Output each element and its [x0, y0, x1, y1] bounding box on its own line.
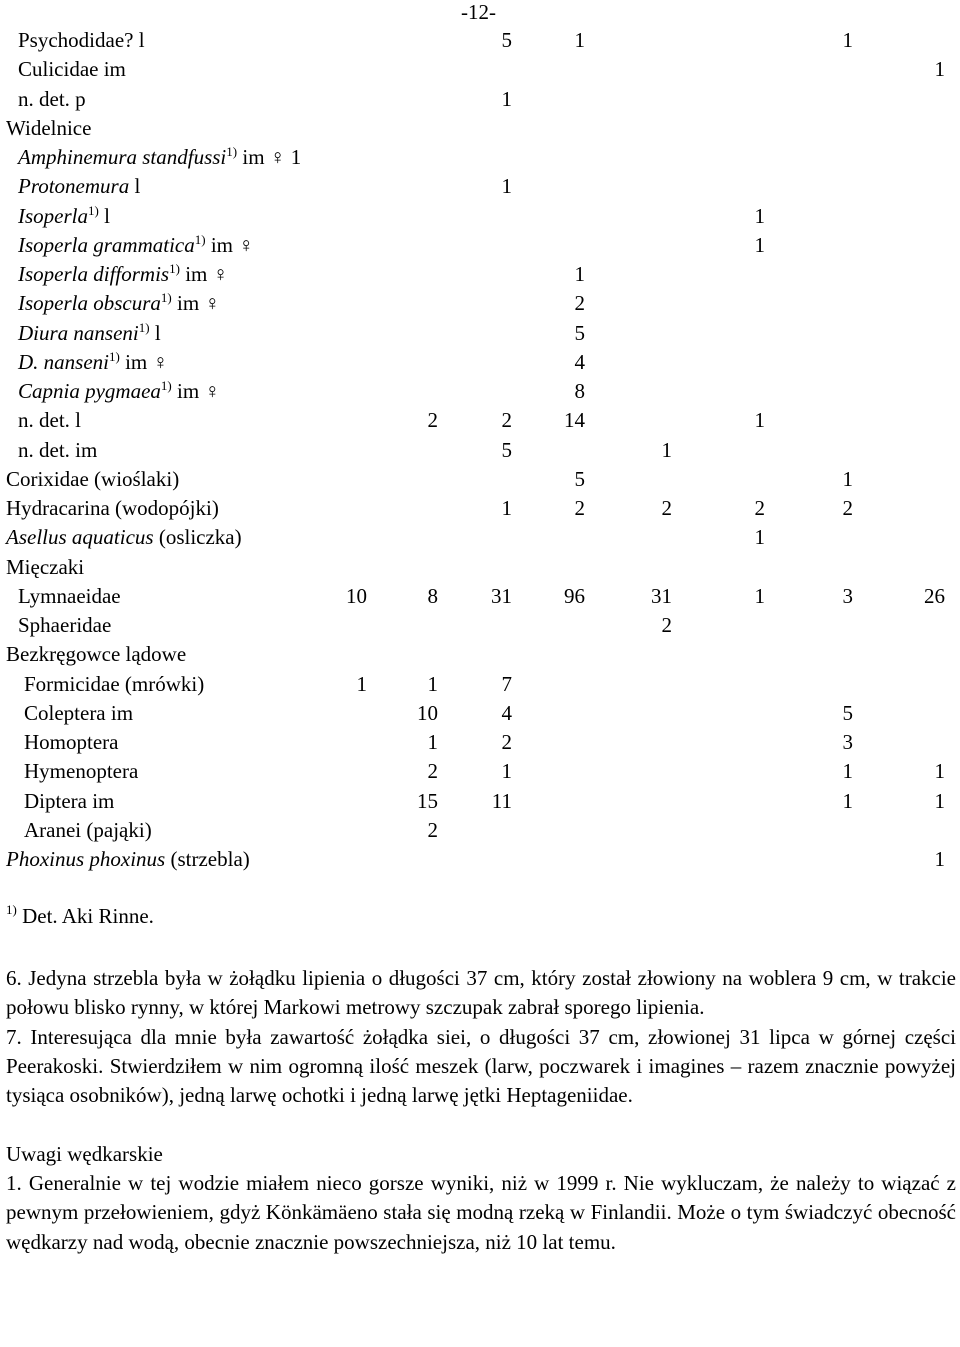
table-row — [0, 348, 960, 377]
label-part: Aranei (pająki) — [24, 817, 152, 842]
label-part: Isoperla — [18, 203, 88, 228]
row-label — [24, 816, 152, 845]
label-part: Isoperla obscura — [18, 291, 161, 316]
table-cell: 96 — [564, 583, 585, 608]
row-label — [6, 640, 186, 669]
table-cell: 1 — [842, 466, 853, 491]
footnote-ref: 1) — [88, 202, 99, 218]
table-cell: 2 — [754, 496, 765, 520]
table-cell: 5 — [501, 437, 512, 462]
label-part: Culicidae im — [18, 57, 126, 82]
footnote-ref: 1) — [160, 290, 172, 306]
label-part: Homoptera — [24, 730, 119, 754]
table-cell: 1 — [574, 28, 585, 52]
paragraph-gap — [6, 1110, 956, 1139]
table-cell: 1 — [842, 28, 853, 52]
label-part: (osliczka) — [153, 525, 242, 550]
footnote-ref: 1) — [138, 319, 150, 335]
label-part: Coleptera im — [24, 700, 134, 725]
table-cell: 1 — [754, 583, 765, 608]
table-row — [0, 640, 960, 669]
table-cell: 7 — [501, 671, 512, 696]
row-label — [6, 845, 250, 874]
table-cell: 26 — [924, 583, 945, 608]
table-cell: 11 — [491, 788, 512, 813]
table-cell: 1 — [934, 759, 945, 784]
table-row — [0, 114, 960, 143]
row-label — [18, 202, 110, 231]
table-cell: 1 — [842, 759, 853, 784]
label-part: Sphaeridae — [18, 613, 112, 637]
table-row — [0, 289, 960, 318]
row-label — [18, 611, 111, 640]
table-cell: 2 — [661, 496, 672, 520]
table-row — [0, 85, 960, 114]
table-cell: 1 — [934, 788, 945, 813]
footnote-ref: 1) — [226, 144, 238, 159]
table-cell: 2 — [427, 408, 438, 433]
table-cell: 4 — [501, 700, 512, 725]
table-cell: 1 — [501, 496, 512, 520]
row-label — [18, 143, 301, 172]
species-table — [0, 26, 960, 874]
row-label — [18, 172, 140, 201]
table-row — [0, 260, 960, 289]
table-cell: 1 — [754, 232, 765, 257]
label-part: im ♀ — [119, 349, 169, 374]
label-part: Diptera im — [24, 788, 115, 813]
label-part: Capnia pygmaea — [18, 379, 161, 403]
table-cell: 1 — [427, 730, 438, 754]
label-part: l — [129, 174, 141, 199]
label-part: Asellus aquaticus — [6, 525, 154, 550]
row-label — [6, 523, 242, 552]
table-cell: 2 — [501, 408, 512, 433]
table-row — [0, 172, 960, 201]
label-part: Formicidae (mrówki) — [24, 671, 205, 696]
label-part: D. nanseni — [18, 349, 109, 374]
table-row — [0, 757, 960, 786]
table-cell: 3 — [842, 730, 853, 754]
table-cell: 14 — [564, 408, 585, 433]
row-label — [18, 231, 254, 260]
table-cell: 1 — [934, 847, 945, 871]
label-part: Corixidae (wioślaki) — [6, 466, 180, 491]
table-cell: 1 — [842, 788, 853, 813]
footnote-marker: 1) — [6, 902, 17, 917]
table-cell: 1 — [754, 408, 765, 433]
label-part: im ♀ — [179, 262, 229, 286]
label-part: Bezkręgowce lądowe — [6, 642, 187, 667]
footnote — [6, 902, 154, 930]
section-heading: Uwagi wędkarskie — [6, 1141, 163, 1166]
table-cell: 1 — [574, 262, 585, 286]
table-cell: 5 — [842, 700, 853, 725]
table-cell: 2 — [661, 613, 672, 637]
label-part: Psychodidae? l — [18, 28, 145, 52]
label-part: (strzebla) — [165, 847, 250, 871]
table-row — [0, 845, 960, 874]
table-cell: 1 — [934, 57, 945, 82]
table-row — [0, 319, 960, 348]
table-cell: 2 — [427, 759, 438, 784]
table-row — [0, 699, 960, 728]
label-part: im ♀ — [171, 291, 221, 316]
paragraph: 6. Jedyna strzebla była w żołądku lipienia o długości 37 cm, który został złowiony na woblera 9 cm, w trakcie połowu blisko rynny, w której Markowi metrowy szczupak zabrał sporego lipienia. — [6, 966, 956, 1020]
row-label — [6, 465, 179, 494]
paragraph: 7. Interesująca dla mnie była zawartość żołądka siei, o długości 37 cm, złowionej 31 lipca w górnej części Peerakoski. Stwierdziłem w nim ogromną ilość meszek (larw, poczwarek i imagines – razem znacznie powyżej tysiąca osobników), jedną larwę ochotki i jedną larwę jętki Heptageniidae. — [6, 1024, 956, 1108]
table-cell: 2 — [574, 291, 585, 316]
row-label — [18, 26, 145, 55]
table-row — [0, 553, 960, 582]
table-row — [0, 523, 960, 552]
row-label — [24, 787, 114, 816]
label-part: im ♀ 1 — [237, 145, 302, 169]
table-cell: 5 — [574, 466, 585, 491]
table-cell: 2 — [574, 496, 585, 520]
label-part: Amphinemura standfussi — [18, 145, 227, 169]
table-cell: 31 — [491, 583, 512, 608]
table-row — [0, 436, 960, 465]
table-cell: 1 — [754, 525, 765, 550]
footnote-ref: 1) — [169, 261, 180, 276]
label-part: Hymenoptera — [24, 759, 139, 784]
table-cell: 15 — [417, 788, 438, 813]
table-cell: 1 — [501, 174, 512, 199]
row-label — [18, 348, 168, 377]
table-row — [0, 582, 960, 611]
row-label — [18, 260, 228, 289]
row-label — [6, 553, 84, 582]
footnote-ref: 1) — [160, 378, 172, 393]
table-cell: 10 — [417, 700, 438, 725]
row-label — [6, 494, 219, 523]
label-part: n. det. im — [18, 437, 98, 462]
row-label — [24, 757, 138, 786]
row-label — [24, 699, 133, 728]
table-cell: 2 — [501, 730, 512, 754]
table-cell: 1 — [501, 86, 512, 111]
body-text — [6, 964, 956, 1257]
table-cell: 8 — [574, 379, 585, 403]
table-row — [0, 787, 960, 816]
row-label — [18, 289, 220, 318]
label-part: Phoxinus phoxinus — [6, 847, 166, 871]
table-cell: 2 — [427, 817, 438, 842]
table-row — [0, 465, 960, 494]
row-label — [18, 85, 86, 114]
label-part: n. det. p — [18, 86, 86, 111]
label-part: Isoperla grammatica — [18, 232, 195, 257]
row-label — [6, 114, 91, 143]
table-row — [0, 611, 960, 640]
footnote-text: Det. Aki Rinne. — [16, 904, 154, 928]
label-part: Hydracarina (wodopójki) — [6, 496, 219, 520]
table-row — [0, 816, 960, 845]
table-cell: 10 — [346, 583, 367, 608]
table-cell: 1 — [427, 671, 438, 696]
table-cell: 1 — [501, 759, 512, 784]
row-label — [18, 406, 81, 435]
table-row — [0, 143, 960, 172]
table-row — [0, 670, 960, 699]
label-part: Isoperla difformis — [18, 262, 170, 286]
row-label — [24, 670, 204, 699]
table-row — [0, 494, 960, 523]
table-row — [0, 728, 960, 757]
label-part: Protonemura — [18, 174, 130, 199]
table-row — [0, 26, 960, 55]
page-number: -12- — [461, 0, 496, 24]
table-row — [0, 377, 960, 406]
table-cell: 5 — [501, 28, 512, 52]
table-cell: 5 — [574, 320, 585, 345]
table-cell: 1 — [661, 437, 672, 462]
label-part: l — [149, 320, 161, 345]
label-part: im ♀ — [205, 232, 255, 257]
row-label — [18, 319, 161, 348]
table-row — [0, 55, 960, 84]
footnote-ref: 1) — [109, 348, 120, 364]
label-part: Mięczaki — [6, 554, 85, 579]
row-label — [18, 436, 97, 465]
row-label — [18, 582, 121, 611]
label-part: Diura nanseni — [18, 320, 139, 345]
row-label — [18, 55, 126, 84]
table-cell: 31 — [651, 583, 672, 608]
paragraph: 1. Generalnie w tej wodzie miałem nieco gorsze wyniki, niż w 1999 r. Nie wykluczam, że należy to wiązać z pewnym przełowieniem, gdyż Könkämäeno stała się modną rzeką w Finlandii. Może o tym świadczyć obecność wędkarzy nad wodą, obecnie znacznie powszechniejsza, niż 10 lat temu. — [6, 1171, 956, 1254]
table-row — [0, 406, 960, 435]
table-row — [0, 231, 960, 260]
label-part: Lymnaeidae — [18, 583, 121, 608]
table-cell: 8 — [427, 583, 438, 608]
table-row — [0, 202, 960, 231]
label-part: l — [98, 203, 110, 228]
table-cell: 1 — [356, 671, 367, 696]
table-cell: 3 — [842, 583, 853, 608]
row-label — [24, 728, 118, 757]
row-label — [18, 377, 220, 406]
footnote-ref: 1) — [194, 231, 206, 247]
label-part: im ♀ — [171, 379, 221, 403]
table-cell: 1 — [754, 203, 765, 228]
table-cell: 4 — [574, 349, 585, 374]
table-cell: 2 — [842, 496, 853, 520]
label-part: Widelnice — [6, 115, 92, 140]
label-part: n. det. l — [18, 408, 81, 433]
